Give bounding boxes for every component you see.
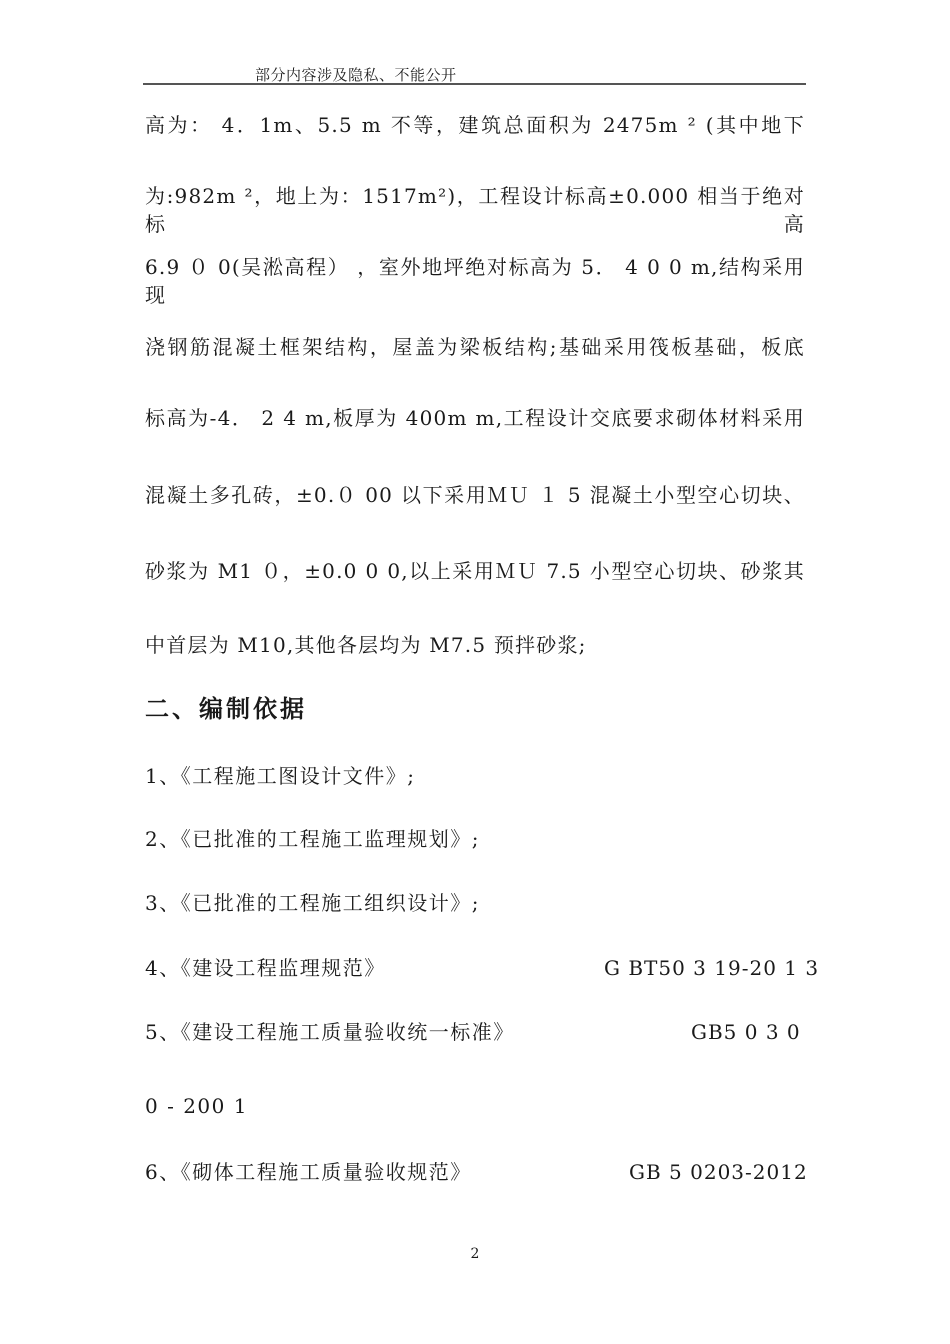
body-line: 混凝土多孔砖，±0.０ 00 以下采用ＭＵ １ 5 混凝土小型空心切块、	[145, 483, 805, 507]
body-line: 高为： 4．1m、5.5 m 不等，建筑总面积为 2475m ² (其中地下	[145, 113, 805, 137]
section-heading: 二、编制依据	[145, 694, 307, 723]
body-line: 中首层为 M10,其他各层均为 M7.5 预拌砂浆;	[145, 633, 587, 657]
header-note: 部分内容涉及隐私、不能公开	[255, 66, 457, 84]
reference-code: GB 5 0203-2012	[629, 1160, 808, 1184]
reference-item: 3、《已批准的工程施工组织设计》;	[145, 891, 480, 915]
reference-item: 2、《已批准的工程施工监理规划》;	[145, 827, 480, 851]
reference-item: 5、《建设工程施工质量验收统一标准》	[145, 1020, 515, 1044]
reference-item-continuation: 0 - 200 1	[145, 1094, 248, 1118]
body-line: 为:982m ²，地上为：1517m²)，工程设计标高±0.000 相当于绝对标高	[145, 184, 805, 236]
body-line: 标高为-4． 2 4 m,板厚为 400m m,工程设计交底要求砌体材料采用	[145, 406, 805, 430]
body-line: 砂浆为 M1 ０，±0.0 0 0,以上采用ＭＵ 7.5 小型空心切块、砂浆其	[145, 559, 805, 583]
reference-item: 4、《建设工程监理规范》	[145, 956, 386, 980]
reference-code: GB5 0 3 0	[691, 1020, 801, 1044]
header-rule	[143, 83, 806, 85]
reference-code: G BT50 3 19-20 1 3	[604, 956, 820, 980]
reference-item: 6、《砌体工程施工质量验收规范》	[145, 1160, 472, 1184]
page-number: 2	[470, 1246, 480, 1262]
reference-item: 1、《工程施工图设计文件》;	[145, 764, 416, 788]
body-line: 6.9 ０ 0(吴淞高程） ，室外地坪绝对标高为 5． 4 0 0 m,结构采用现	[145, 255, 805, 307]
body-line: 浇钢筋混凝土框架结构，屋盖为梁板结构;基础采用筏板基础，板底	[145, 335, 805, 359]
